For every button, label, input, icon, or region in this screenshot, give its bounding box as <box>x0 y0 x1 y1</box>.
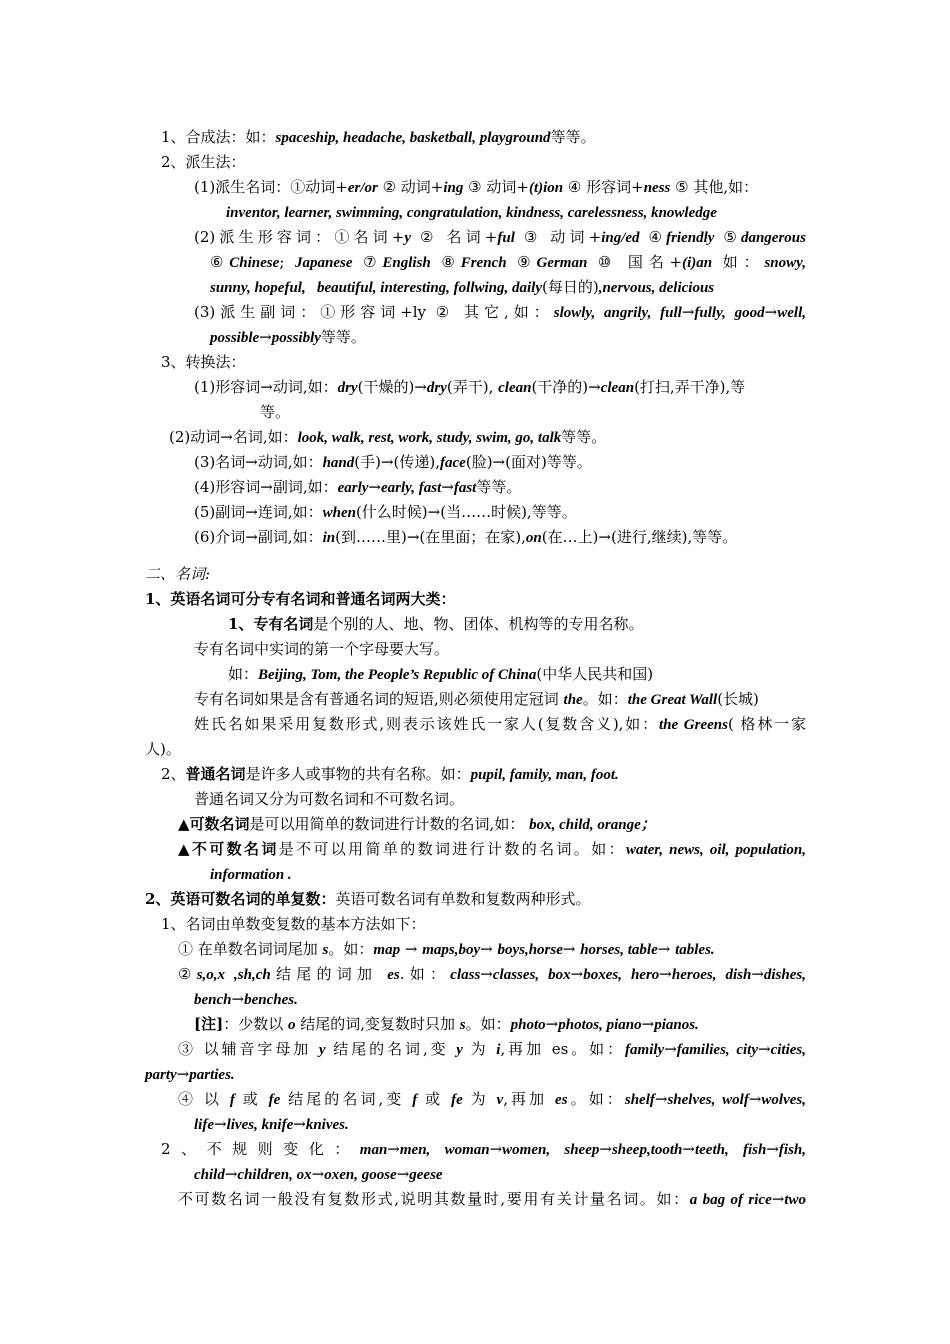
text-run: two <box>784 1192 806 1208</box>
text-run: ⑧ <box>430 253 461 271</box>
text-run: → <box>441 478 454 496</box>
text-run: fish, <box>778 1142 807 1158</box>
text-run: inventor, learner, swimming, congratulation, kindness, carelessness, knowledge <box>226 205 717 221</box>
text-run: → <box>231 990 245 1008</box>
text-run: ③ 以辅音字母加 <box>178 1040 319 1058</box>
text-run: 1、专有名词 <box>228 615 314 633</box>
line-proper-noun-article <box>194 689 806 710</box>
text-run: 专有名词如果是含有普通名词的短语,则必须使用定冠词 <box>194 690 564 708</box>
text-run: 不可数名词一般没有复数形式,说明其数量时,要用有关计量名词。如： <box>178 1190 690 1208</box>
text-run: parties. <box>189 1067 235 1083</box>
text-run: (2)动词→名词,如： <box>169 428 298 446</box>
text-run: 等等。 <box>476 478 522 496</box>
text-run: 。如： <box>328 940 374 958</box>
text-run: 是不可以用简单的数词进行计数的名词。如： <box>278 840 626 858</box>
text-run: 等等。 <box>550 128 596 146</box>
text-run: ,nervous, delicious <box>598 280 715 296</box>
text-run: ,再加 es。如： <box>500 1040 626 1058</box>
line-rule-note <box>194 1014 806 1035</box>
text-run: Beijing, Tom, the People’s Republic of China <box>258 667 537 683</box>
text-run: a bag of rice <box>689 1192 772 1208</box>
text-run: (i)an <box>682 255 713 271</box>
text-run: 。如： <box>465 1015 511 1033</box>
text-run: class <box>450 967 481 983</box>
text-run: (1)派生名词：①动词+ <box>194 178 348 196</box>
text-run: boxes, hero <box>583 967 660 983</box>
text-run: family <box>625 1042 665 1058</box>
text-run: 等等。 <box>320 328 366 346</box>
text-run: → <box>766 1140 779 1158</box>
text-run: life <box>194 1117 214 1133</box>
text-run: → <box>293 1115 306 1133</box>
text-run: the Great Wall <box>627 692 718 708</box>
text-run: ④ 形容词+ <box>563 178 644 196</box>
line-proper-noun-def <box>228 614 840 634</box>
text-run: → <box>664 1040 677 1058</box>
text-run: → <box>771 1190 785 1208</box>
line-compounding <box>161 127 773 148</box>
line-plural-rules-intro <box>161 914 773 934</box>
text-run: (4)形容词→副词,如： <box>194 478 338 496</box>
text-run: lives, knife <box>226 1117 294 1133</box>
text-run: 1、英语名词可分专有名词和普通名词两大类： <box>145 590 456 608</box>
text-run: sheep,tooth <box>611 1142 683 1158</box>
text-run: horses, table <box>580 942 658 958</box>
line-rule-add-es-cont <box>194 989 806 1010</box>
text-run: (打扫,弄干净),等 <box>634 378 746 396</box>
text-run: (3)名词→动词,如： <box>194 453 323 471</box>
text-run: ▲不可数名词 <box>178 840 279 858</box>
line-proper-noun-examples <box>228 664 840 685</box>
text-run: oxen, goose <box>324 1167 397 1183</box>
line-derived-nouns <box>194 177 806 198</box>
text-run: ⑦ <box>352 253 383 271</box>
line-adj-to-verb <box>194 377 806 398</box>
text-run: 如： <box>228 665 259 683</box>
line-rule-add-es <box>178 964 806 985</box>
text-run: dry <box>426 380 447 396</box>
text-run: possibly <box>271 330 321 346</box>
text-run: (6)介词→副词,如： <box>194 528 323 546</box>
text-run: sunny, hopeful, beautiful, interesting, follwing, daily <box>210 280 542 296</box>
text-run: ing/ed <box>601 230 640 246</box>
text-run: f <box>412 1092 418 1108</box>
text-run: (1)形容词→动词,如： <box>194 378 338 396</box>
text-run: .如： <box>399 965 451 983</box>
text-run: ; <box>279 253 295 271</box>
text-run: → <box>176 1065 190 1083</box>
line-uncountable-noun <box>178 839 806 860</box>
text-run: knives. <box>305 1117 349 1133</box>
text-run: the Greens <box>659 717 728 733</box>
line-countable-noun <box>178 814 790 835</box>
text-run: on <box>525 530 542 546</box>
text-run: information . <box>210 867 292 883</box>
text-run: Japanese <box>294 255 353 271</box>
line-irregular-plurals <box>161 1139 806 1160</box>
text-run: early, fast <box>381 480 442 496</box>
text-run: ：少数以 <box>223 1015 288 1033</box>
text-run: 普通名词 <box>185 765 246 783</box>
section-heading-nouns <box>145 564 757 584</box>
line-common-noun-split <box>194 789 806 809</box>
text-run: → <box>748 1090 762 1108</box>
text-run: ing <box>443 180 464 196</box>
text-run: 结尾的词加 <box>270 965 388 983</box>
text-run: 2、不规则变化： <box>161 1140 360 1158</box>
text-run: 英语可数名词有单数和复数两种形式。 <box>335 890 591 908</box>
text-run: families, city <box>676 1042 759 1058</box>
text-run: map <box>373 942 401 958</box>
text-run: (弄干), <box>446 378 499 396</box>
line-derived-adverbs <box>194 302 806 323</box>
text-run: ful <box>497 230 515 246</box>
text-run: → <box>396 1165 410 1183</box>
text-run: ( 格林一家 <box>727 715 806 733</box>
line-uncountable-noun-cont <box>210 864 822 885</box>
text-run: look, walk, rest, work, study, swim, go, talk <box>297 430 562 446</box>
text-run: → <box>657 940 676 958</box>
text-run: ② <box>178 965 197 983</box>
line-derived-adjectives-2 <box>210 252 806 273</box>
text-run: 是可以用简单的数词进行计数的名词,如： <box>249 815 530 833</box>
line-rule-add-s <box>178 939 790 960</box>
text-run: hand <box>322 455 355 471</box>
line-surname-plural <box>194 714 806 735</box>
text-run: box, child, orange； <box>529 817 656 833</box>
line-derived-nouns-examples <box>226 202 838 223</box>
line-derived-adjectives-examples <box>210 277 822 298</box>
text-run: 姓氏名如果采用复数形式,则表示该姓氏一家人(复数含义),如： <box>194 715 660 733</box>
text-run: classes, box <box>492 967 571 983</box>
text-run: ▲可数名词 <box>178 815 250 833</box>
text-run: fast <box>453 480 477 496</box>
text-run: 结尾的词,变复数时只加 <box>295 1015 460 1033</box>
text-run: ⑤ 其他,如： <box>670 178 759 196</box>
text-run: shelves, wolf <box>667 1092 749 1108</box>
text-run: ness <box>643 180 671 196</box>
text-run: 结尾的名词,变 <box>280 1090 413 1108</box>
text-run: → <box>681 303 695 321</box>
text-run: 为 <box>462 1040 497 1058</box>
text-run: → <box>311 1165 325 1183</box>
line-conversion <box>161 352 773 372</box>
text-run: boys,horse <box>497 942 563 958</box>
text-run: heroes, dish <box>671 967 752 983</box>
text-run: clean <box>498 380 532 396</box>
text-run: snowy, <box>764 255 806 271</box>
text-run: → <box>599 1140 612 1158</box>
text-run: 二、名词: <box>145 565 211 583</box>
text-run: s <box>322 942 329 958</box>
text-run: (3)派生副词：①形容词+ly ② 其它,如： <box>194 303 554 321</box>
text-run: → <box>400 940 423 958</box>
text-run: → <box>641 1015 655 1033</box>
text-run: (干燥的)→ <box>357 378 427 396</box>
text-run: 等。 <box>260 403 291 421</box>
text-run: friendly <box>666 230 715 246</box>
line-rule-f-to-ves-cont <box>194 1114 806 1135</box>
text-run: geese <box>409 1167 443 1183</box>
text-run: German <box>536 255 588 271</box>
text-run: v <box>496 1092 504 1108</box>
text-run: → <box>545 1015 559 1033</box>
text-run: 3、转换法： <box>161 353 246 371</box>
text-run: pupil, family, man, foot. <box>470 767 619 783</box>
text-run: water, news, oil, population, <box>625 842 806 858</box>
line-uncountable-measure <box>178 1189 806 1210</box>
text-run: maps,boy <box>422 942 481 958</box>
text-run: o <box>287 1017 296 1033</box>
heading-singular-plural <box>145 889 757 909</box>
line-rule-y-to-ies <box>178 1039 806 1060</box>
text-run: ④ 以 <box>178 1090 230 1108</box>
text-run: (什么时候)→(当……时候),等等。 <box>355 503 577 521</box>
text-run: ④ <box>639 228 667 246</box>
text-run: s,o,x ,sh,ch <box>196 967 271 983</box>
line-surname-plural-cont <box>145 739 757 759</box>
text-run: (5)副词→连词,如： <box>194 503 323 521</box>
text-run: ⑨ <box>506 253 537 271</box>
text-run: → <box>654 1090 668 1108</box>
text-run: benches. <box>244 992 298 1008</box>
text-run: s <box>459 1017 466 1033</box>
line-adverb-to-conj <box>194 502 806 523</box>
text-run: (到……里)→(在里面；在家), <box>335 528 526 546</box>
text-run: English <box>382 255 431 271</box>
text-run: face <box>440 455 466 471</box>
text-run: er/or <box>347 180 378 196</box>
text-run: possible <box>210 330 260 346</box>
text-run: 如： <box>712 253 765 271</box>
text-run: (干净的)→ <box>531 378 601 396</box>
line-rule-y-to-ies-cont <box>145 1064 757 1085</box>
text-run: fe <box>268 1092 281 1108</box>
text-run: slowly, angrily, full <box>553 305 682 321</box>
text-run: well, <box>777 305 806 321</box>
text-run: → <box>489 1140 503 1158</box>
line-rule-f-to-ves <box>178 1089 806 1110</box>
line-adj-to-verb-cont <box>260 402 872 422</box>
text-run: children, ox <box>237 1167 312 1183</box>
text-run: → <box>764 303 778 321</box>
text-run: fully, good <box>694 305 765 321</box>
text-run: ⑥ <box>210 253 230 271</box>
text-run: (脸)→(面对)等等。 <box>465 453 592 471</box>
text-run: f <box>229 1092 235 1108</box>
line-common-noun-def <box>161 764 773 785</box>
text-run: photo <box>510 1017 546 1033</box>
text-run: → <box>387 1140 400 1158</box>
text-run: tables. <box>675 942 715 958</box>
text-run: ,再加 <box>503 1090 556 1108</box>
text-run: → <box>214 1115 227 1133</box>
text-run: ② 动词+ <box>377 178 444 196</box>
text-run: → <box>259 328 272 346</box>
text-run: photos, piano <box>558 1017 642 1033</box>
text-run: cities, <box>770 1042 806 1058</box>
text-run: 人)。 <box>145 740 181 758</box>
text-run: 结尾的名词,变 <box>325 1040 457 1058</box>
text-run: spaceship, headache, basketball, playground <box>275 130 551 146</box>
text-run: 2、 <box>161 765 186 783</box>
text-run: ⑤ <box>714 228 741 246</box>
line-verb-to-noun <box>169 427 781 448</box>
text-run: ② 名词+ <box>411 228 498 246</box>
text-run: ⑩ 国名+ <box>587 253 683 271</box>
text-run: when <box>322 505 356 521</box>
text-run: i <box>496 1042 501 1058</box>
line-irregular-plurals-cont <box>194 1164 806 1185</box>
text-run: the <box>563 692 583 708</box>
text-run: pianos. <box>654 1017 699 1033</box>
text-run: (t)ion <box>528 180 564 196</box>
text-run: man <box>359 1142 388 1158</box>
line-proper-noun-capital <box>194 639 806 659</box>
text-run: child <box>194 1167 225 1183</box>
text-run: women, sheep <box>502 1142 600 1158</box>
text-run: y <box>456 1042 463 1058</box>
text-run: clean <box>600 380 635 396</box>
text-run: 等等。 <box>561 428 607 446</box>
text-run: bench <box>194 992 232 1008</box>
text-run: (每日的) <box>542 278 599 296</box>
text-run: → <box>480 940 498 958</box>
text-run: → <box>682 1140 695 1158</box>
text-run: ① 在单数名词词尾加 <box>178 940 323 958</box>
text-run: (中华人民共和国) <box>536 665 654 683</box>
text-run: y <box>318 1042 326 1058</box>
text-run: → <box>659 965 672 983</box>
text-run: (手)→(传递), <box>354 453 441 471</box>
text-run: 专有名词中实词的第一个字母要大写。 <box>194 640 450 658</box>
text-run: 1、名词由单数变复数的基本方法如下： <box>161 915 426 933</box>
text-run: → <box>368 478 381 496</box>
text-run: teeth, fish <box>694 1142 767 1158</box>
text-run: shelf <box>624 1092 655 1108</box>
line-derived-adjectives <box>194 227 806 248</box>
line-adj-to-adverb <box>194 477 806 498</box>
text-run: ③ 动词+ <box>514 228 602 246</box>
text-run: dry <box>337 380 358 396</box>
text-run: 为 <box>462 1090 497 1108</box>
text-run: (2)派生形容词：①名词+ <box>194 228 405 246</box>
text-run: (在…上)→(进行,继续),等等。 <box>541 528 738 546</box>
text-run: 普通名词又分为可数名词和不可数名词。 <box>194 790 465 808</box>
text-run: fe <box>451 1092 463 1108</box>
line-prep-to-adverb <box>194 527 806 548</box>
text-run: 。如： <box>582 690 628 708</box>
text-run: dishes, <box>763 967 806 983</box>
heading-noun-types <box>145 589 757 609</box>
text-run: party <box>145 1067 177 1083</box>
text-run: → <box>758 1040 771 1058</box>
text-run: French <box>460 255 507 271</box>
text-run: y <box>404 230 412 246</box>
text-run: ③ 动词+ <box>463 178 529 196</box>
text-run: dangerous <box>740 230 806 246</box>
text-run: 是许多人或事物的共有名称。如： <box>245 765 471 783</box>
text-run: 是个别的人、地、物、团体、机构等的专用名称。 <box>313 615 644 633</box>
text-run: → <box>751 965 764 983</box>
text-run: 2、派生法： <box>161 153 246 171</box>
line-derived-adverbs-examples <box>210 327 822 348</box>
text-run: men, woman <box>399 1142 490 1158</box>
text-run: es <box>387 967 400 983</box>
text-run: 。如： <box>567 1090 625 1108</box>
text-run: 或 <box>234 1090 269 1108</box>
text-run: [注] <box>194 1015 224 1033</box>
text-run: → <box>480 965 493 983</box>
text-run: in <box>322 530 336 546</box>
text-run: 2、英语可数名词的单复数： <box>145 890 336 908</box>
text-run: 1、合成法：如： <box>161 128 276 146</box>
text-run: → <box>562 940 581 958</box>
text-run: → <box>224 1165 238 1183</box>
text-run: → <box>570 965 584 983</box>
line-derivation <box>161 152 773 172</box>
text-run: wolves, <box>761 1092 806 1108</box>
text-run: 或 <box>417 1090 452 1108</box>
line-noun-to-verb <box>194 452 806 473</box>
text-run: Chinese <box>229 255 280 271</box>
text-run: es <box>555 1092 568 1108</box>
text-run: early <box>337 480 369 496</box>
text-run: (长城) <box>717 690 759 708</box>
